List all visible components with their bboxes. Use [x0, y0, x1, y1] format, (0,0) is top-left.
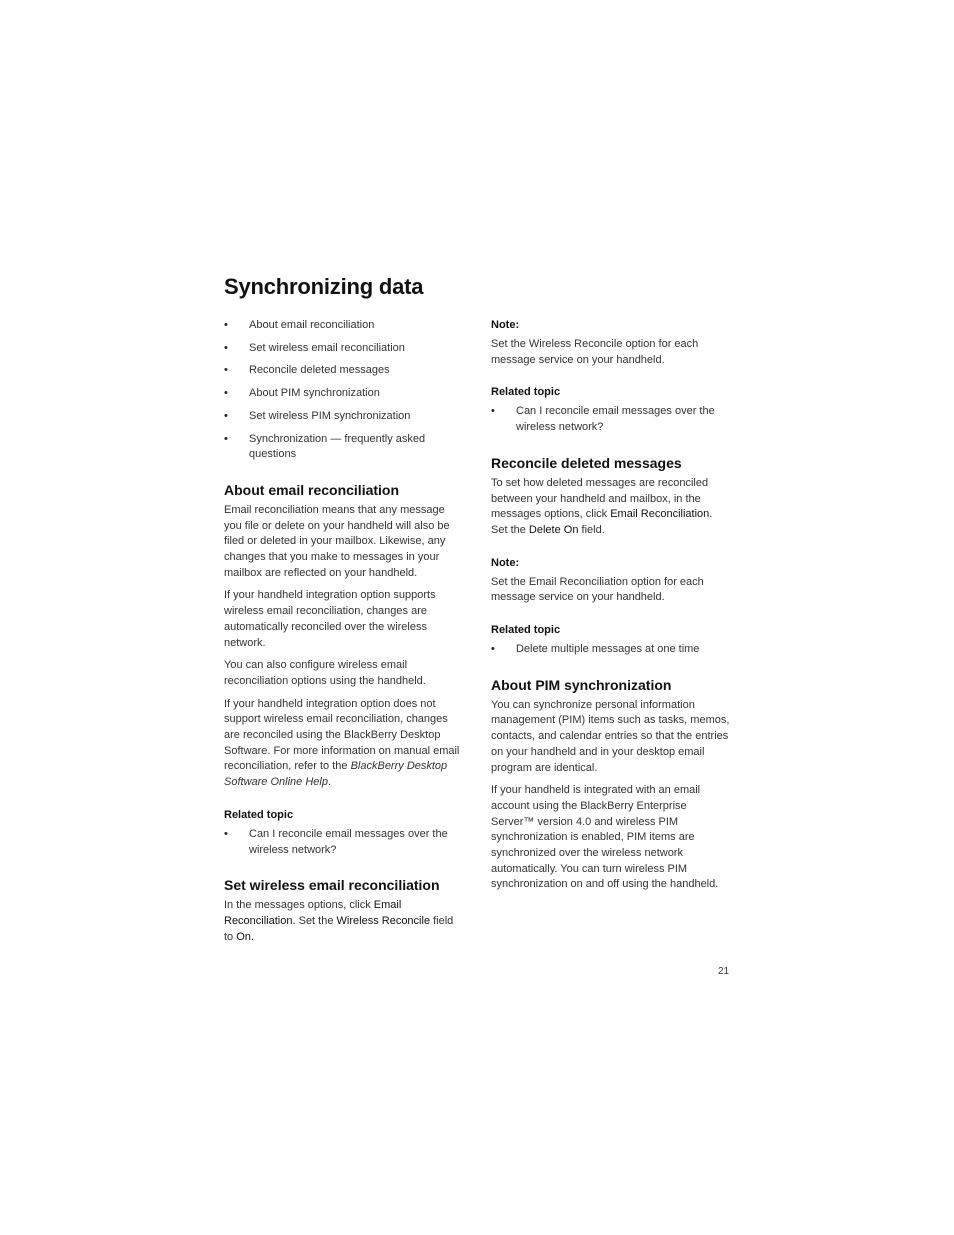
related-topic-list — [491, 404, 731, 435]
topic-list-item: • Reconcile deleted messages — [224, 363, 464, 379]
left-column — [224, 318, 464, 952]
page-number: 21 — [718, 966, 730, 977]
topic-list-item: • About email reconciliation — [224, 318, 464, 334]
paragraph — [491, 476, 731, 539]
paragraph-text: If your handheld integration option does not support wireless email reconciliation, changes are reconciled using the BlackBerry Desktop Software. For more information on manual email reconciliation, refer to the — [224, 697, 460, 773]
note-text: Set the Wireless Reconcile option for each message service on your handheld. — [491, 338, 699, 366]
paragraph: You can also configure wireless email reconciliation options using the handheld. — [224, 659, 426, 687]
ui-label-email-reconciliation: Email Reconciliation. — [610, 508, 713, 521]
related-topic-heading: Related topic — [491, 624, 561, 637]
topic-list-item: • About PIM synchronization — [224, 386, 464, 402]
paragraph-text: Set the — [295, 914, 337, 927]
page-title: Synchronizing data — [224, 274, 424, 299]
topic-list-item: • Set wireless email reconciliation — [224, 341, 464, 357]
ui-label-wireless-reconcile: Wireless Reconcile — [336, 914, 431, 927]
related-topic-heading: Related topic — [224, 808, 294, 821]
related-topic-item: • Delete multiple messages at one time — [491, 642, 731, 658]
paragraph-text: field. — [578, 523, 605, 536]
paragraph-text: In the messages options, click — [224, 899, 374, 912]
paragraph: Email reconciliation means that any message you file or delete on your handheld will also be filed or deleted in your mailbox. Likewise, any changes that you make to messages in your mailbox are reflected on your handheld. — [224, 503, 450, 579]
ui-label-on: On. — [236, 930, 254, 943]
section-heading-about-email: About email reconciliation — [224, 481, 400, 498]
right-column — [491, 318, 731, 900]
related-topic-item: • Can I reconcile email messages over the wireless network? — [224, 827, 464, 858]
paragraph-text: field to — [224, 914, 454, 943]
topic-list-item: • Set wireless PIM synchronization — [224, 409, 464, 425]
paragraph — [224, 898, 464, 945]
topic-list-item: • Synchronization — frequently asked questions — [224, 432, 464, 463]
ui-label-delete-on: Delete On — [528, 523, 579, 536]
related-topic-item: • Can I reconcile email messages over the wireless network? — [491, 404, 731, 435]
section-heading-reconcile-deleted: Reconcile deleted messages — [491, 454, 682, 471]
paragraph: You can synchronize personal information management (PIM) items such as tasks, memos, contacts, and calendar entries so that the entries on your handheld and in your desktop email program are identical. — [491, 698, 730, 774]
note-heading: Note: — [491, 319, 520, 331]
note-text: Set the Email Reconciliation option for each message service on your handheld. — [491, 575, 704, 604]
section-heading-set-wireless: Set wireless email reconciliation — [224, 877, 440, 894]
paragraph: If your handheld integration option supports wireless email reconciliation, changes are automatically reconciled over the wireless network. — [224, 589, 436, 649]
section-heading-about-pim: About PIM synchronization — [491, 676, 672, 693]
help-reference: BlackBerry Desktop Software Online Help — [224, 760, 448, 789]
related-topic-list — [224, 827, 464, 858]
paragraph-text: Set the — [491, 523, 529, 536]
related-topic-heading: Related topic — [491, 386, 561, 399]
paragraph: If your handheld is integrated with an email account using the BlackBerry Enterprise Server™ version 4.0 and wireless PIM synchronization is enabled, PIM items are synchronized over the wireless network automatically. You can turn wireless PIM synchronization on and off using the handheld. — [491, 784, 719, 891]
related-topic-list — [491, 642, 731, 658]
paragraph-text: . — [327, 776, 332, 789]
ui-label-email-reconciliation: Email Reconciliation. — [224, 899, 402, 927]
note-heading: Note: — [491, 556, 520, 569]
topic-list — [224, 318, 464, 463]
paragraph-text: To set how deleted messages are reconciled between your handheld and mailbox, in the messages options, click — [491, 476, 709, 521]
paragraph — [224, 697, 464, 791]
